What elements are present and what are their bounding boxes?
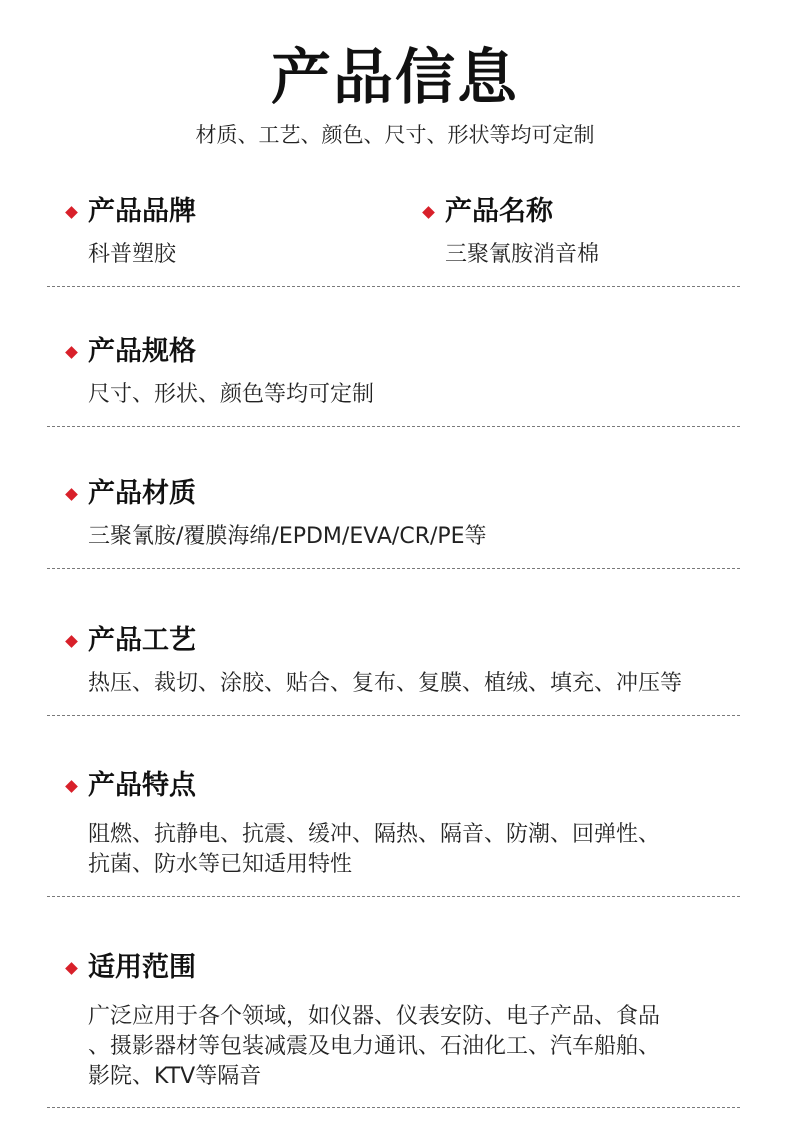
item-value-line: 、摄影器材等包装减震及电力通讯、石油化工、汽车船舶、 (88, 1034, 661, 1059)
item-label: 产品工艺 (88, 625, 196, 656)
item-label: 产品特点 (88, 770, 196, 801)
item-label: 产品材质 (88, 478, 196, 509)
info-item-spec (63, 332, 374, 410)
diamond-bullet-icon (65, 488, 78, 501)
item-value-lines (88, 1002, 660, 1092)
dashed-divider (47, 715, 740, 716)
diamond-bullet-icon (65, 962, 78, 975)
info-item-brand (63, 192, 196, 270)
dashed-divider (47, 426, 740, 427)
info-item-application (63, 948, 660, 1092)
item-value: 科普塑胶 (88, 242, 177, 267)
item-value: 尺寸、形状、颜色等均可定制 (88, 382, 375, 407)
item-value: 热压、裁切、涂胶、贴合、复布、复膜、植绒、填充、冲压等 (88, 671, 683, 696)
page-subtitle: 材质、工艺、颜色、尺寸、形状等均可定制 (195, 123, 595, 147)
item-value-lines (88, 820, 660, 880)
diamond-bullet-icon (422, 206, 435, 219)
info-item-process (63, 621, 682, 699)
item-label: 产品规格 (88, 336, 196, 367)
diamond-bullet-icon (65, 635, 78, 648)
item-value: 三聚氰胺/覆膜海绵/EPDM/EVA/CR/PE等 (88, 524, 487, 549)
dashed-divider (47, 568, 740, 569)
diamond-bullet-icon (65, 206, 78, 219)
dashed-divider (47, 1107, 740, 1108)
item-value-line: 广泛应用于各个领域，如仪器、仪表安防、电子产品、食品 (88, 1004, 661, 1029)
item-label: 适用范围 (88, 952, 196, 983)
info-item-material (63, 474, 487, 552)
item-value: 三聚氰胺消音棉 (445, 242, 600, 267)
item-value-line: 阻燃、抗静电、抗震、缓冲、隔热、隔音、防潮、回弹性、 (88, 822, 661, 847)
dashed-divider (47, 896, 740, 897)
dashed-divider (47, 286, 740, 287)
item-value-line: 影院、KTV等隔音 (88, 1064, 262, 1089)
item-label: 产品名称 (445, 196, 553, 227)
info-item-features (63, 766, 660, 880)
item-label: 产品品牌 (88, 196, 196, 227)
page-title: 产品信息 (271, 43, 519, 113)
info-item-product-name (420, 192, 599, 270)
diamond-bullet-icon (65, 780, 78, 793)
item-value-line: 抗菌、防水等已知适用特性 (88, 852, 353, 877)
diamond-bullet-icon (65, 346, 78, 359)
